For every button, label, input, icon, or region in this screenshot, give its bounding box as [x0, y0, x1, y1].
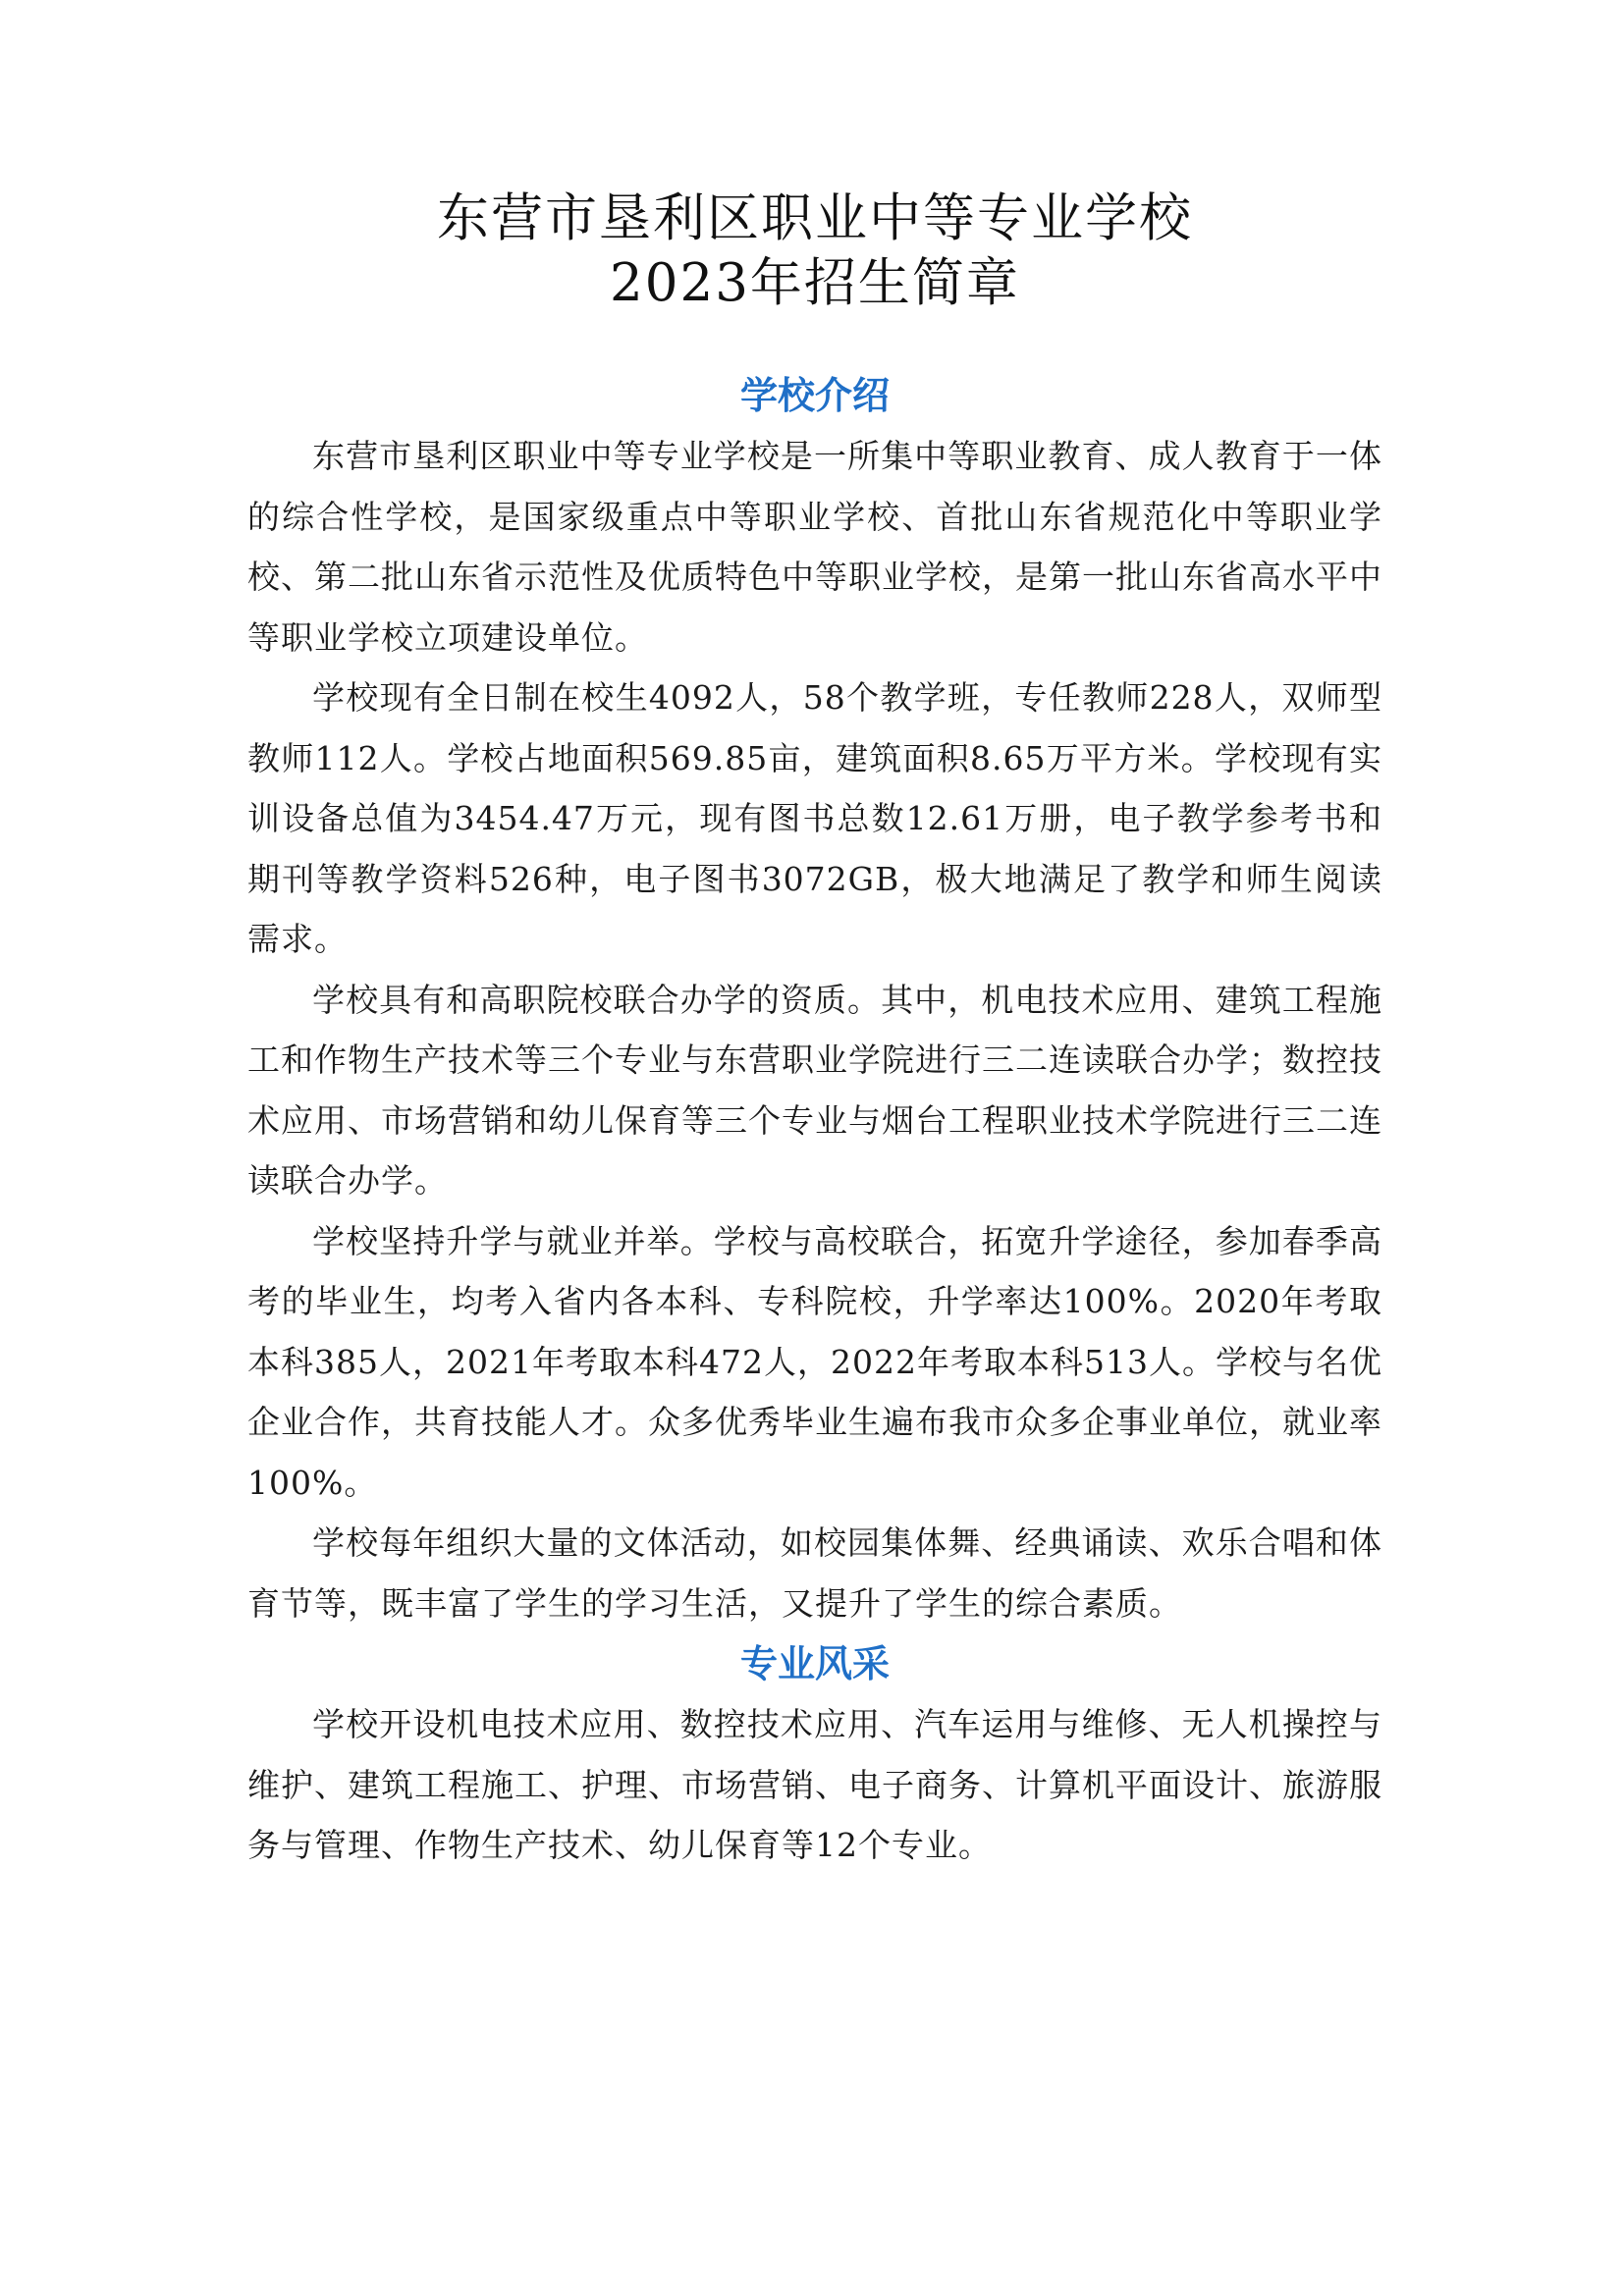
paragraph: 东营市垦利区职业中等专业学校是一所集中等职业教育、成人教育于一体的综合性学校，是国家级重点中等职业学校、首批山东省规范化中等职业学校、第二批山东省示范性及优质特色中等职业学校，是第一批山东省高水平中等职业学校立项建设单位。: [247, 437, 1382, 657]
section-heading: 专业风采: [739, 1642, 890, 1685]
paragraph: 学校坚持升学与就业并举。学校与高校联合，拓宽升学途径，参加春季高考的毕业生，均考入省内各本科、专科院校，升学率达100%。2020年考取本科385人，2021年考取本科472人，2022年考取本科513人。学校与名优企业合作，共育技能人才。众多优秀毕业生遍布我市众多企事业单位，就业率100%。: [247, 1221, 1382, 1502]
document-page: [247, 187, 1382, 1876]
paragraph: 学校具有和高职院校联合办学的资质。其中，机电技术应用、建筑工程施工和作物生产技术等三个专业与东营职业学院进行三二连读联合办学；数控技术应用、市场营销和幼儿保育等三个专业与烟台工程职业技术学院进行三二连读联合办学。: [247, 980, 1382, 1200]
paragraph: 学校现有全日制在校生4092人，58个教学班，专任教师228人，双师型教师112人。学校占地面积569.85亩，建筑面积8.65万平方米。学校现有实训设备总值为3454.47万元，现有图书总数12.61万册，电子教学参考书和期刊等教学资料526种，电子图书3072GB，极大地满足了教学和师生阅读需求。: [247, 678, 1382, 958]
title-line-1: 东营市垦利区职业中等专业学校: [437, 188, 1193, 248]
document-title: [247, 187, 1382, 316]
section-heading: 学校介绍: [739, 374, 890, 417]
paragraph: 学校每年组织大量的文体活动，如校园集体舞、经典诵读、欢乐合唱和体育节等，既丰富了学生的学习生活，又提升了学生的综合素质。: [247, 1523, 1382, 1623]
section-majors: [247, 1633, 1382, 1876]
title-line-2: 2023年招生简章: [610, 253, 1020, 313]
section-school-intro: [247, 365, 1382, 1633]
paragraph: 学校开设机电技术应用、数控技术应用、汽车运用与维修、无人机操控与维护、建筑工程施工、护理、市场营销、电子商务、计算机平面设计、旅游服务与管理、作物生产技术、幼儿保育等12个专业。: [247, 1705, 1382, 1864]
